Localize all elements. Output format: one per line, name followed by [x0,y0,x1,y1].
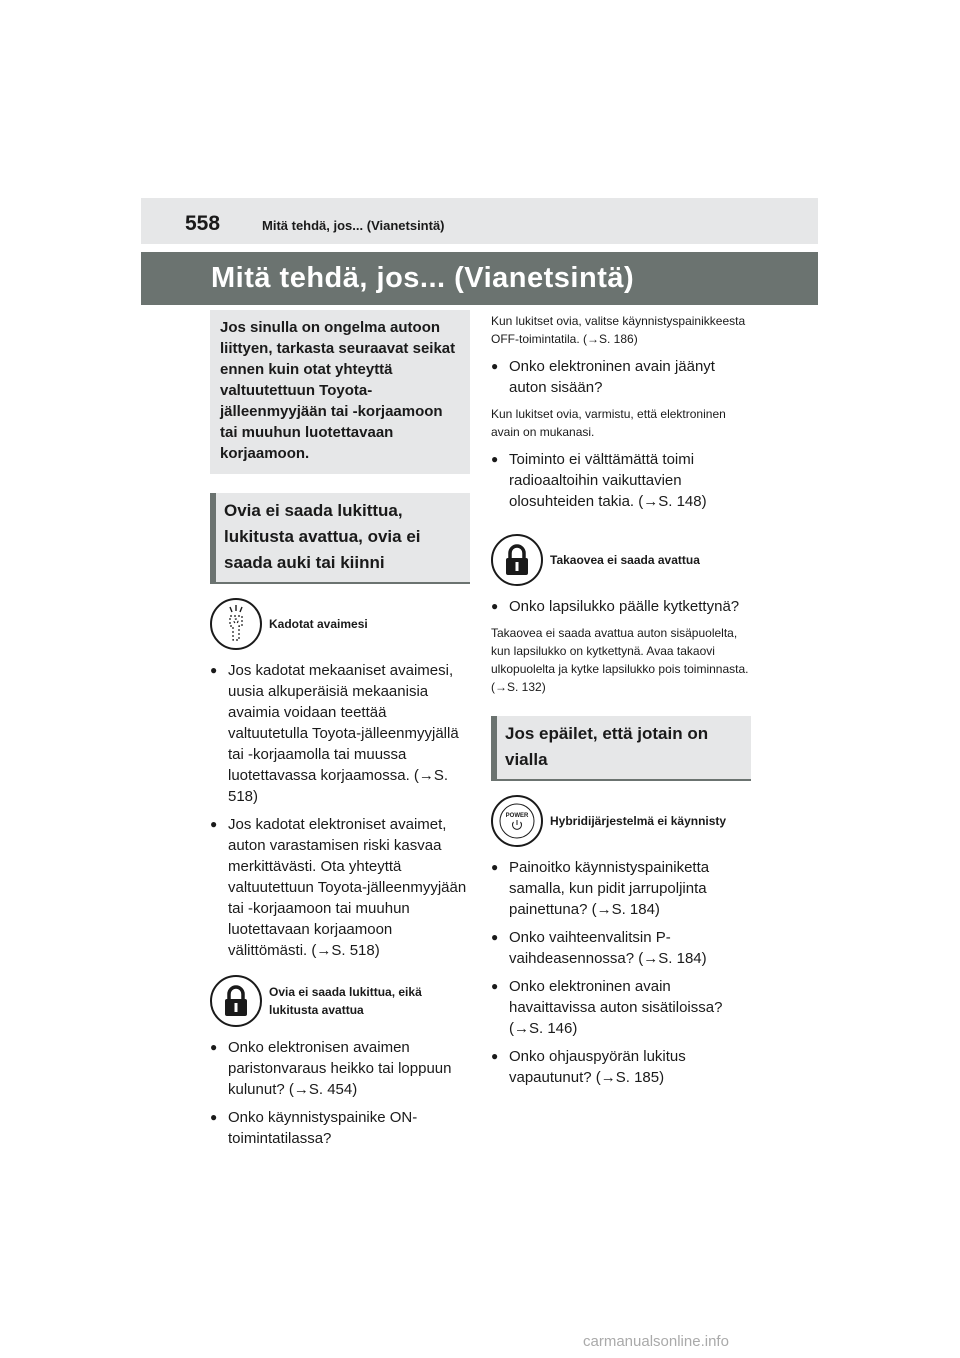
right-column [491,310,751,1095]
symptom-lost-keys [210,598,470,650]
note-text: Kun lukitset ovia, varmistu, että elektroninen avain on mukanasi. [491,407,726,439]
symptom-label: Ovia ei saada lukittua, eikä lukitusta avattua [269,985,422,1017]
page-title: Mitä tehdä, jos... (Vianetsintä) [211,262,635,294]
running-head: Mitä tehdä, jos... (Vianetsintä) [262,218,445,233]
symptom-hybrid-start [491,795,751,847]
bullet-item: ● Onko elektronisen avaimen paristonvaraus heikko tai loppuun kulunut? (→S. 454) [210,1037,470,1100]
page-number: 558 [185,212,221,235]
note-text: Kun lukitset ovia, valitse käynnistyspainikkeesta OFF-toimintatila. (→S. 186) [491,314,746,346]
symptom-label: Takaovea ei saada avattua [550,553,700,567]
power-button-icon [491,795,543,847]
bullet-item: ● Onko ohjauspyörän lukitus vapautunut? (→S. 185) [491,1046,751,1088]
section-heading-doors: Ovia ei saada lukittua, lukitusta avattua, ovia ei saada auki tai kiinni [210,493,470,584]
bullet-item: ● Jos kadotat mekaaniset avaimesi, uusia alkuperäisiä mekaanisia avaimia voidaan teettää valtuutetulla Toyota-jälleenmyyjällä tai -korjaamolla tai muussa luotettavassa korjaamossa. (→S. 518) [210,660,470,807]
header-bar [141,198,818,244]
key-icon [210,598,262,650]
lock-icon [210,975,262,1027]
left-column [210,310,470,1156]
bullet-item: ● Onko lapsilukko päälle kytkettynä? [491,596,751,617]
watermark: carmanualsonline.info [583,1333,729,1350]
symptom-label: Kadotat avaimesi [269,617,368,631]
bullet-item: ● Onko elektroninen avain havaittavissa auton sisätiloissa? (→S. 146) [491,976,751,1039]
bullet-item: ● Jos kadotat elektroniset avaimet, auton varastamisen riski kasvaa merkittävästi. Ota yhteyttä valtuutettuun Toyota-jälleenmyyjään tai -korjaamoon tai muuhun luotettavaan korjaamoon välittömästi. (→S. 518) [210,814,470,961]
note-text: Takaovea ei saada avattua auton sisäpuolelta, kun lapsilukko on kytkettynä. Avaa takaovi ulkopuolelta ja kytke lapsilukko pois toiminnasta. (→S. 132) [491,626,749,694]
bullet-item: ● Toiminto ei välttämättä toimi radioaaltoihin vaikuttavien olosuhteiden takia. (→S. 148) [491,449,751,512]
section-heading-malfunction: Jos epäilet, että jotain on vialla [491,716,751,781]
symptom-label: Hybridijärjestelmä ei käynnisty [550,814,727,828]
power-label: POWER [505,813,529,819]
bullet-item: ● Painoitko käynnistyspainiketta samalla, kun pidit jarrupoljinta painettuna? (→S. 184) [491,857,751,920]
bullet-item: ● Onko elektroninen avain jäänyt auton sisään? [491,356,751,398]
symptom-rear-door [491,534,751,586]
intro-box: Jos sinulla on ongelma autoon liittyen, tarkasta seuraavat seikat ennen kuin otat yhteyttä valtuutettuun Toyota-jälleenmyyjään tai -korjaamoon tai muuhun luotettavaan korjaamoon. [210,310,470,474]
lock-icon [491,534,543,586]
symptom-doors-lock [210,975,470,1027]
bullet-item: ● Onko käynnistyspainike ON-toimintatilassa? [210,1107,470,1149]
bullet-item: ● Onko vaihteenvalitsin P-vaihdeasennossa? (→S. 184) [491,927,751,969]
